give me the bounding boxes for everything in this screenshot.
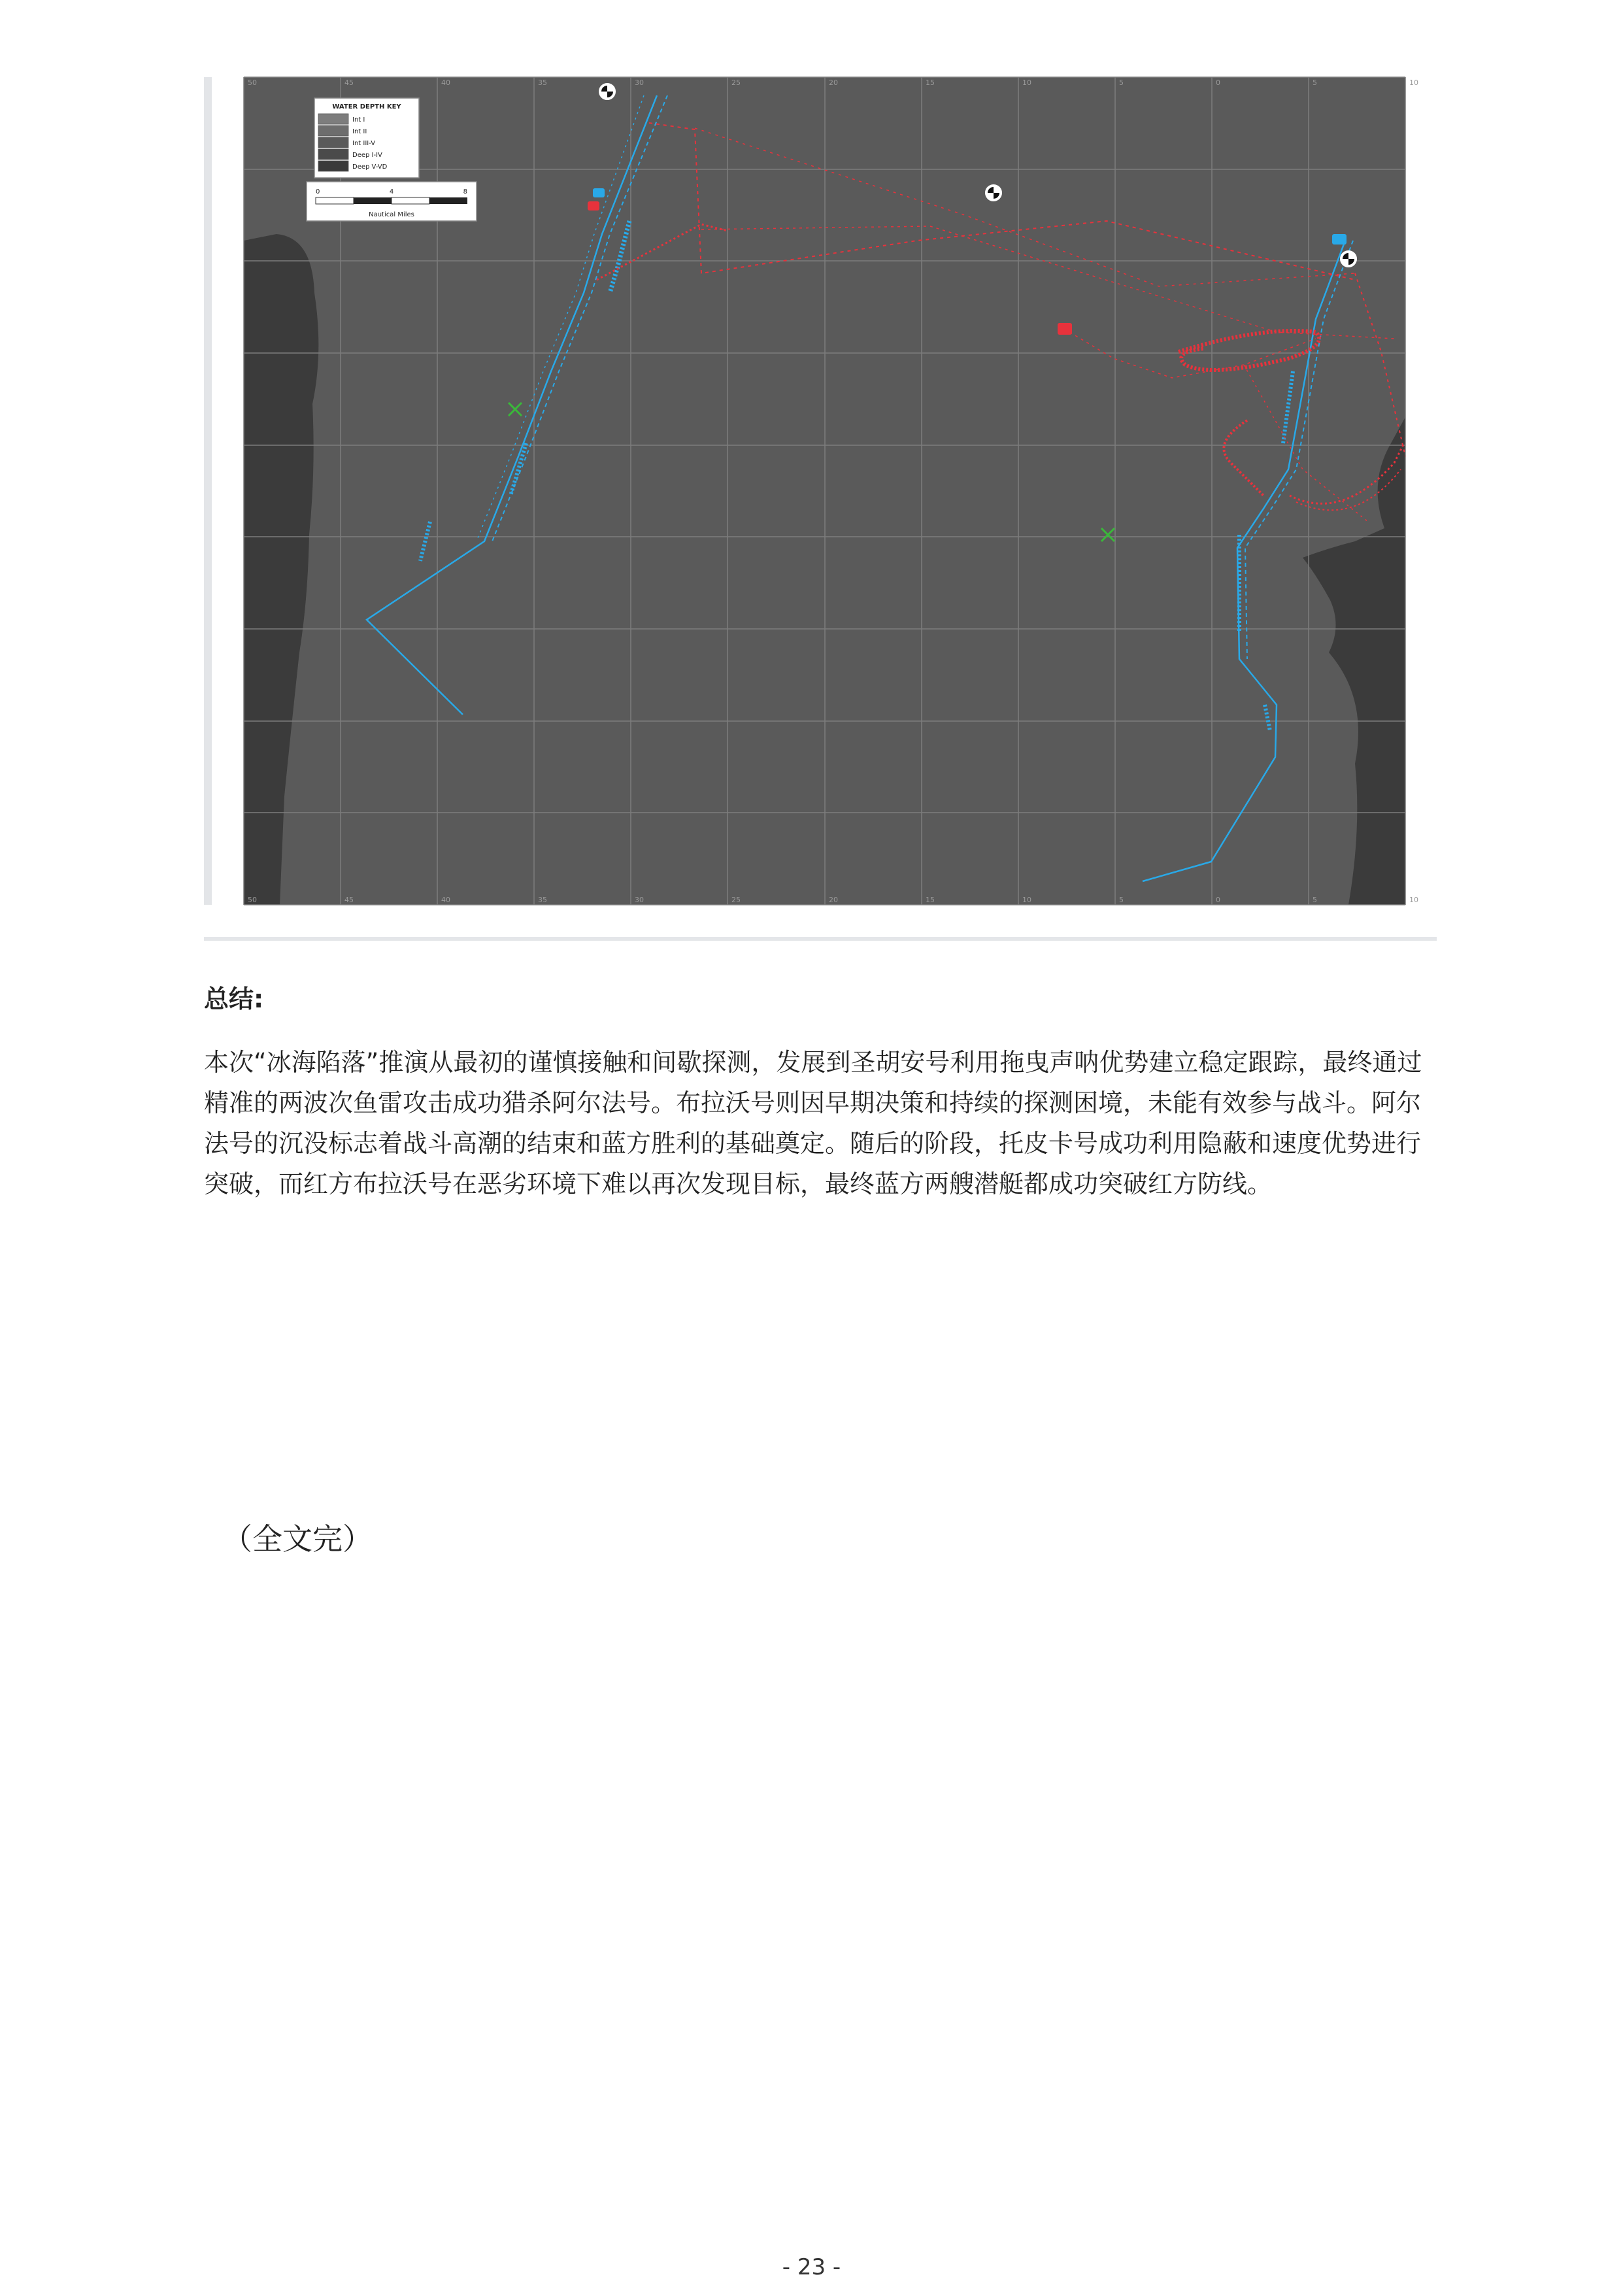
legend-swatch xyxy=(318,114,348,124)
legend-swatch xyxy=(318,126,348,136)
blockquote-bar xyxy=(204,77,212,905)
position-marker-icon xyxy=(600,84,614,99)
tactical-map xyxy=(244,77,1418,905)
scale-tick: 8 xyxy=(463,188,467,195)
axis-tick-label: 10 xyxy=(1022,896,1031,904)
axis-tick-label: 0 xyxy=(1216,896,1220,904)
axis-tick-label: 5 xyxy=(1313,896,1317,904)
axis-tick-label: 20 xyxy=(829,78,838,87)
summary-heading: 总结: xyxy=(204,985,264,1013)
axis-tick-label: 50 xyxy=(248,896,257,904)
axis-tick-label: 5 xyxy=(1119,896,1124,904)
tactical-map-figure xyxy=(244,77,1418,905)
legend-swatch xyxy=(318,137,348,148)
axis-tick-label: 0 xyxy=(1216,78,1220,87)
blue-unit-icon xyxy=(1332,234,1347,245)
water-depth-legend xyxy=(314,98,419,178)
axis-tick-label: 10 xyxy=(1022,78,1031,87)
axis-tick-label: 25 xyxy=(731,896,741,904)
axis-tick-label: 10 xyxy=(1409,78,1418,87)
axis-tick-label: 25 xyxy=(731,78,741,87)
legend-label: Deep V-VD xyxy=(352,163,388,171)
legend-label: Int III-V xyxy=(352,140,376,147)
axis-tick-label: 15 xyxy=(926,78,935,87)
scale-tick: 4 xyxy=(389,188,394,195)
legend-label: Deep I-IV xyxy=(352,152,382,159)
axis-tick-label: 40 xyxy=(441,896,450,904)
axis-tick-label: 30 xyxy=(635,896,644,904)
summary-paragraph: 本次“冰海陷落”推演从最初的谨慎接触和间歇探测，发展到圣胡安号利用拖曳声呐优势建立稳定跟踪，最终通过精准的两波次鱼雷攻击成功猎杀阿尔法号。布拉沃号则因早期决策和持续的探测困境，未能有效参与战斗。阿尔法号的沉没标志着战斗高潮的结束和蓝方胜利的基础奠定。随后的阶段，托皮卡号成功利用隐蔽和速度优势进行突破，而红方布拉沃号在恶劣环境下难以再次发现目标，最终蓝方两艘潜艇都成功突破红方防线。 xyxy=(204,1048,1422,1198)
axis-tick-label: 20 xyxy=(829,896,838,904)
legend-label: Int II xyxy=(352,128,367,135)
legend-label: Int I xyxy=(352,116,365,124)
horizontal-rule xyxy=(204,937,1437,941)
axis-tick-label: 10 xyxy=(1409,896,1418,904)
axis-tick-label: 35 xyxy=(538,78,547,87)
scale-label: Nautical Miles xyxy=(369,211,414,218)
axis-tick-label: 5 xyxy=(1119,78,1124,87)
position-marker-icon xyxy=(1341,252,1356,266)
axis-tick-label: 30 xyxy=(635,78,644,87)
axis-tick-label: 45 xyxy=(344,896,354,904)
legend-swatch xyxy=(318,149,348,160)
red-unit-icon xyxy=(1058,323,1072,335)
axis-tick-label: 50 xyxy=(248,78,257,87)
legend-swatch xyxy=(318,161,348,171)
axis-tick-label: 40 xyxy=(441,78,450,87)
axis-tick-label: 5 xyxy=(1313,78,1317,87)
position-marker-icon xyxy=(986,186,1001,200)
scale-bar xyxy=(307,182,477,221)
axis-tick-label: 35 xyxy=(538,896,547,904)
end-note: （全文完） xyxy=(222,1521,373,1557)
scale-tick: 0 xyxy=(316,188,320,195)
axis-tick-label: 15 xyxy=(926,896,935,904)
red-unit-icon xyxy=(588,201,599,211)
axis-tick-label: 45 xyxy=(344,78,354,87)
page-number: - 23 - xyxy=(782,2254,841,2280)
blue-unit-icon xyxy=(593,188,605,197)
legend-title: WATER DEPTH KEY xyxy=(332,103,401,110)
